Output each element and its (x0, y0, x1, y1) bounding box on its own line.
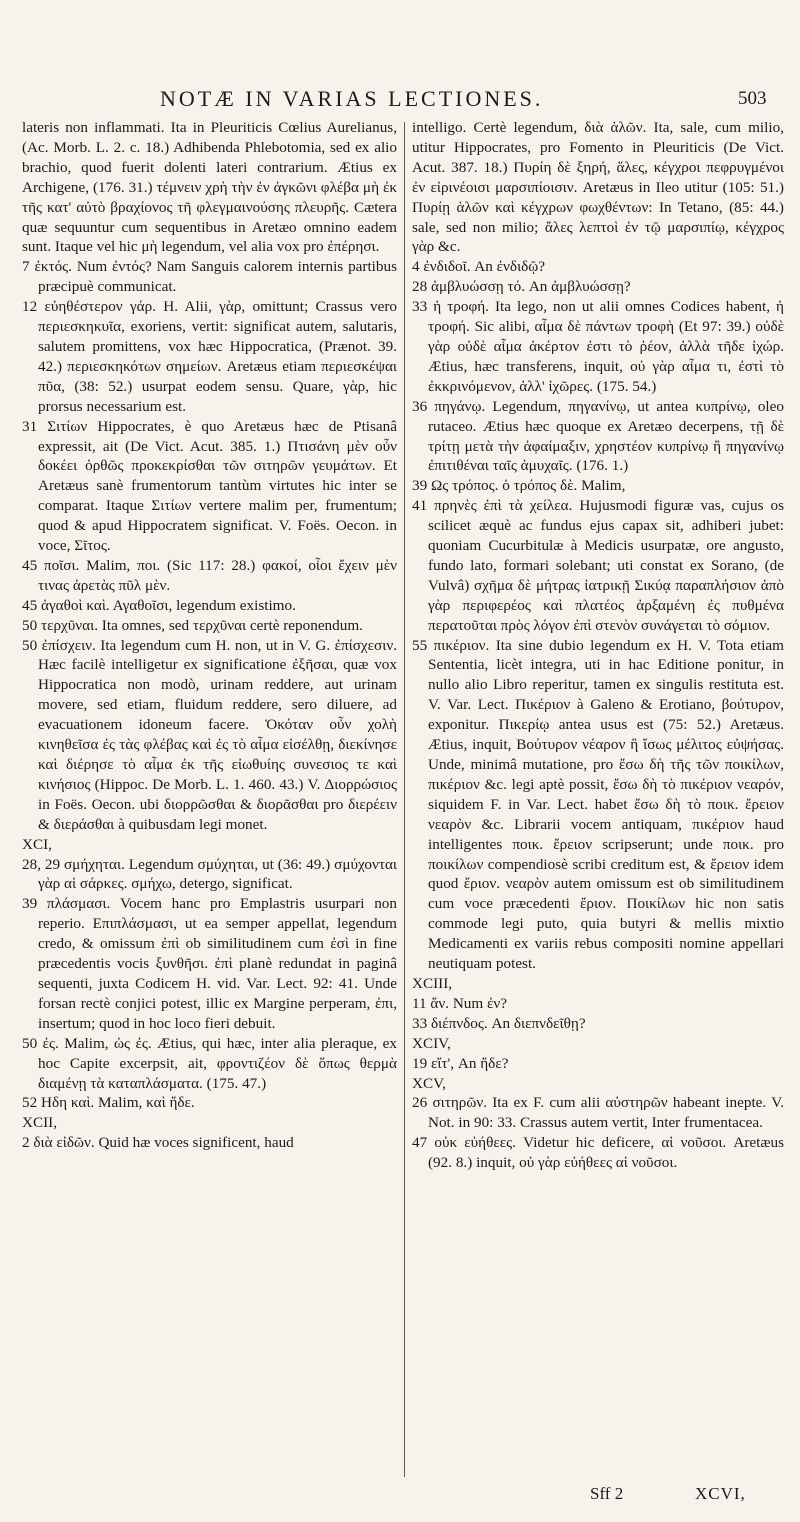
right-entry: 55 πικέριον. Ita sine dubio legendum ex H. V. Tota etiam Sententia, licèt integra, uti in hac Editione ponitur, in nullo alio Libro reperitur, tamen ex singulis restituta est. V. Var. Lect. Πικέριον à Galeno & Erotiano, βούτυρον, exponitur. Πικερίῳ antea usus est (75: 52.) Aretæus. Ætius, inquit, Βούτυρον νέαρον ἢ ἴσως μέλιτος εὐψήσας. Unde, minimâ mutatione, pro ἔσω δὴ τῆς τῶν ποικίλων, πικέριον &c. legi aptè possit, ἔσω δὴ τὸ πικέριον νεαρόν, siquidem F. in Var. Lect. habet ἔσω δὴ τὸ ποικ. ἔρειον νεαρὸν &c. Librarii vocem antiquam, πικέριον haud intelligentes ποικ. ἔρειον scripserunt; unde ποικ. pro ποικίλων compendiosè scribi creditum est, & ἔρειον idem quod ἔριον. νεαρὸν autem omissum est ob similitudinem cum voce præcedenti ἔριον. Ποικίλων hic non satis commode legi puto, quia butyri & mellis mixtio Medicamenti ex variis rebus compositi nomine appellari neutiquam potest. (412, 636, 784, 973)
right-entry: 33 διέπνδος. An διεπνδεῖθῃ? (412, 1014, 586, 1032)
chapter-heading: XCI, (22, 835, 52, 853)
right-entry: 36 πηγάνῳ. Legendum, πηγανίνῳ, ut antea κυπρίνῳ, oleo rutaceo. Ætius hæc quoque ex Aretæo decerpens, τῇ δὲ τρίτῃ μετὰ τὴν ἀφαίμαξιν, χρηστέον κυπρίνῳ ἢ πηγανίνῳ ἐπιτιθέναι ταῖς ἀμυχαῖς. (176. 1.) (412, 397, 784, 475)
column-divider (404, 122, 405, 1477)
signature-mark: Sff 2 (590, 1484, 624, 1503)
chapter-heading: XCV, (412, 1074, 446, 1092)
chapter-heading: XCIII, (412, 974, 453, 992)
left-entry: 45 ποῖσι. Malim, ποι. (Sic 117: 28.) φακοί, οἶοι ἔχειν μὲν τινας ἀρετὰς πῦλ μὲν. (22, 556, 397, 594)
left-entry: 50 ἐς. Malim, ὡς ἐς. Ætius, qui hæc, inter alia pleraque, ex hoc Capite excerpsit, ait, φροντιζέον δὲ ὅπως θερμὰ διαμένῃ τὰ καταπλάσματα. (175. 47.) (22, 1034, 397, 1092)
left-entry: 28, 29 σμήχηται. Legendum σμύχηται, ut (36: 49.) σμύχονται γὰρ αἱ σάρκες. σμήχω, detergo, significat. (22, 855, 397, 893)
running-header (0, 86, 800, 116)
left-entry: 45 ἀγαθοὶ καὶ. Αγαθοῖσι, legendum existimo. (22, 596, 296, 614)
chapter-heading: XCIV, (412, 1034, 451, 1052)
left-entry: 2 διὰ εἰδῶν. Quid hæ voces significent, haud (22, 1134, 294, 1152)
chapter-heading: XCII, (22, 1114, 58, 1132)
right-entry: 26 σιτηρῶν. Ita ex F. cum alii αὐστηρῶν habeant inepte. V. Not. in 90: 33. Crassus autem vertit, Inter frumentacea. (412, 1094, 784, 1132)
right-entry: 11 ἄν. Num ἐν? (412, 994, 507, 1012)
right-entry: 39 Ως τρόπος. ὁ τρόπος δὲ. Malim, (412, 477, 626, 495)
page-footer (0, 1484, 800, 1514)
right-entry: intelligo. Certè legendum, διὰ ἁλῶν. Ita, sale, cum milio, utitur Hippocrates, pro Fomento in Pleuriticis (De Vict. Acut. 387. 18.) Πυρίη δὲ ξηρή, ἅλες, κέγχροι πεφρυγμένοι ἐν εἰρινέοισι μαρσιπίοισιν. Aretæus in Ileo utitur (105: 51.) Πυρίῃ ἁλῶν καὶ κέγχρων φωχθέντων: In Tetano, (85: 44.) sale, sed non milio; ἅλες λεπτοὶ ἐν τῷ μαρσιπίῳ, κέγχρος γὰρ &c. (412, 119, 784, 256)
left-entry: 31 Σιτίων Hippocrates, è quo Aretæus hæc de Ptisanâ expressit, ait (De Vict. Acut. 385. 1.) Πτισάνη μὲν οὖν δοκέει ὀρθῶς προκεκρίσθαι τῶν σιτηρῶν γευμάτων. Et Aretæus sanè frumentorum tantùm virtutes hic inter se comparat. Itaque Σιτίων vertere malim per, frumentum; quod & apud Hippocratem significat. V. Foës. Oecon. in voce, Σῖτος. (22, 417, 397, 555)
right-entry: 4 ἐνδιδοῖ. An ἐνδιδῷ? (412, 258, 546, 276)
left-entry: 12 εὐηθέστερον γάρ. H. Alii, γὰρ, omittunt; Crassus vero περιεσκηκυῖα, exoriens, vertit: significat autem, salutaris, salutem promittens, vox hæc Hippocratica, (Prænot. 39. 42.) περιεσκηκότων σημείων. Aretæus etiam περιεσκέψαι πῦα, (38: 52.) usurpat eodem sensu. Quare, γὰρ, hic prorsus necessarium est. (22, 298, 397, 415)
right-entry: 19 εἴτ', An ἤδε? (412, 1054, 509, 1072)
right-entry: 47 οὐκ εὐήθεες. Videtur hic deficere, αἱ νοῦσοι. Aretæus (92. 8.) inquit, οὐ γὰρ εὐήθεες αἱ νοῦσοι. (412, 1134, 784, 1172)
left-entry: 50 ἐπίσχειν. Ita legendum cum H. non, ut in V. G. ἐπίσχεσιν. Hæc facilè intelligetur ex significatione ἐξῆσαι, quæ vox Hippocratica non modò, urinam reddere, aut urinam movere, sed etiam, fluidum reddere, sero diluere, ad evacuationem idoneum facere. Ὁκόταν οὖν χολὴ κινηθεῖσα ἐς τὰς φλέβας καὶ ἐς τὸ αἷμα εἰσέλθῃ, διεκίνησε καὶ διέρησε τὸ αἷμα ἐκ τῆς εἰωθυίης συνεσιος τε καὶ κινήσιος (Hippoc. De Morb. L. 1. 460. 43.) V. Διορρώσιος in Foës. Oecon. ubi διορρῶσθαι & διορᾶσθαι pro διερέειν & διεράσθαι à quibusdam legi monet. (22, 636, 397, 833)
left-column (22, 118, 397, 1153)
right-entry: 28 ἀμβλυώσσῃ τό. An ἀμβλυώσσῃ? (412, 278, 631, 296)
left-entry: 7 ἐκτός. Num ἐντός? Nam Sanguis calorem internis partibus præcipuè communicat. (22, 258, 397, 296)
left-entry: 39 πλάσμασι. Vocem hanc pro Emplastris usurpari non reperio. Επιπλάσμασι, ut ea semper appellat, legendum credo, & omissum ἐπὶ ob similitudinem cum ἐσὶ in fine præcedentis vocis ξυνθῆσι. ἐπὶ planè redundat in paginâ sequenti, juxta Codicem H. vid. Var. Lect. 92: 41. Unde forsan rectè conjici potest, illic ex Margine perperam, ἐπι, insertum; quod in hoc loco fieri debuit. (22, 895, 397, 1032)
page-number: 503 (738, 88, 767, 109)
left-entry: 50 τερχῦναι. Ita omnes, sed τερχῦναι certè reponendum. (22, 616, 363, 634)
right-entry: 41 πρηνὲς ἐπὶ τὰ χείλεα. Hujusmodi figuræ vas, cujus os scilicet æquè ac fundus ejus capax sit, adhiberi jubet: quoniam Cucurbitulæ à Medicis usurpatæ, ore angusto, fundo lato, formari solebant; uti constat ex Sorano, (de Vulvâ) σχῆμα δὲ μήτρας ἰατρικῇ Σικύᾳ παραπλήσιον ἀπὸ γὰρ περιφερέος καὶ πλατέος ἀρξαμένη ἐς πυθμένα περατοῦται πρὸς λόγον ἐπὶ στενὸν συνάγεται τὸ σόμιον. (412, 497, 784, 634)
catchword: XCVI, (695, 1484, 746, 1503)
right-column (412, 118, 784, 1173)
left-entry: 52 Ηδη καὶ. Malim, καὶ ἤδε. (22, 1094, 195, 1112)
left-entry: lateris non inflammati. Ita in Pleuriticis Cœlius Aurelianus, (Ac. Morb. L. 2. c. 18.) Adhibenda Phlebotomia, sed ex alio brachio, quod fuerit dolenti lateri contrarium. Ætius ex Archigene, (176. 31.) τέμνειν χρὴ τὴν ἐν ἀγκῶνι φλέβα μὴ ἐκ τῆς κατ' αὐτὸ βραχίονος τῆ φλεγμαινούσης πλευρῆς. Cætera quæ sequuntur cum sequentibus in Aretæo omnino eadem sunt. Itaque vel hic μὴ legendum, vel alia vox pro ἐπέρησι. (22, 119, 397, 256)
right-entry: 33 ἡ τροφή. Ita lego, non ut alii omnes Codices habent, ἡ τροφή. Sic alibi, αἷμα δὲ πάντων τροφὴ (Et 97: 39.) οὐδὲ γὰρ οὐδὲ αἷμα ἀκέρτον ἐστι τὸ ῥέον, ἀλλὰ τῆδε ἰχώρ. Ætius, hæc transferens, inquit, οὐ γὰρ αἷμα τι, ἐστὶ τὸ ἐκκρινόμενον, ἀλλ' ἰχῶρες. (175. 54.) (412, 298, 784, 395)
running-title: NOTÆ IN VARIAS LECTIONES. (160, 86, 544, 111)
